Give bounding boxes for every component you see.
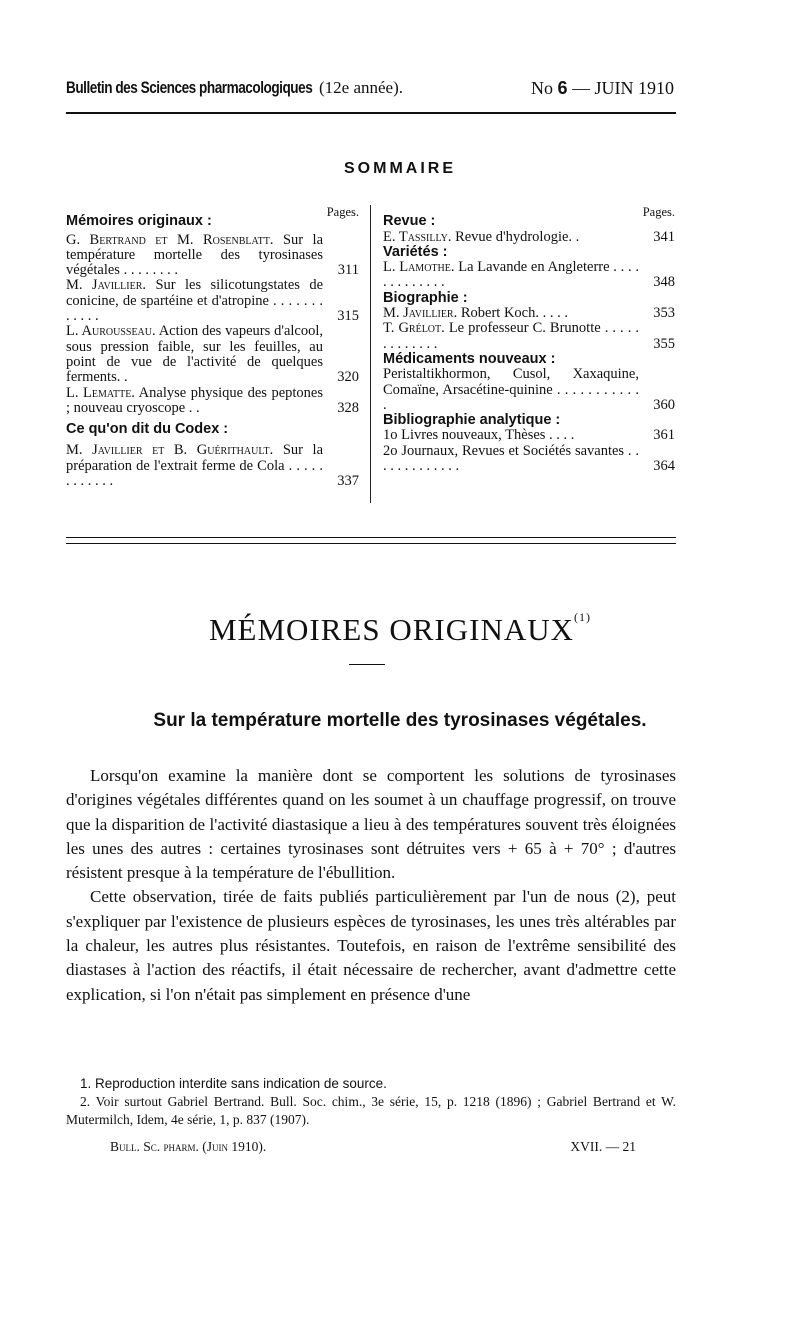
toc-entry[interactable]	[383, 321, 675, 352]
footnotes	[66, 1075, 676, 1129]
toc-text: Peristaltikhormon, Cusol, Xaxaquine, Comaïne, Arsacétine-quinine . . . . . . . . . . . .	[383, 366, 639, 413]
toc-entry[interactable]	[383, 444, 675, 475]
toc-page: 364	[653, 458, 675, 475]
toc-author: L. Lematte.	[66, 384, 135, 401]
toc-author: L. Lamothe.	[383, 259, 455, 276]
memoires-heading-text: MÉMOIRES ORIGINAUX	[208, 612, 575, 647]
article-body	[66, 764, 676, 1007]
toc-text: Robert Koch. . . . .	[460, 305, 568, 322]
toc-page: 320	[337, 369, 359, 386]
toc-text: Sur la température mortelle des tyrosinases végétales . . . . . . . .	[66, 231, 324, 279]
toc-right-column	[383, 205, 675, 474]
toc-entry[interactable]	[66, 233, 359, 279]
toc-section-biographie: Biographie :	[383, 289, 468, 306]
year-of-publication: (12e année).	[319, 78, 404, 97]
toc-page: 361	[653, 427, 675, 444]
footer-citation: Bull. Sc. pharm. (Juin 1910).	[110, 1139, 267, 1154]
toc-author: L. Aurousseau.	[66, 323, 156, 340]
toc-entry[interactable]	[66, 324, 359, 385]
toc-section-memoires: Mémoires originaux :	[66, 213, 212, 230]
toc-page: 360	[653, 396, 675, 413]
toc-text: Analyse physique des peptones ; nouveau cryoscope . .	[66, 384, 323, 416]
toc-entry[interactable]	[66, 386, 359, 417]
heading-short-rule	[349, 664, 385, 665]
toc-text: Sur la préparation de l'extrait ferme de Cola . . . . . . . . . . . .	[66, 442, 324, 490]
memoires-heading	[0, 612, 800, 648]
toc-page: 328	[337, 399, 359, 416]
toc-author: M. Javillier.	[383, 305, 458, 322]
header-rule	[66, 112, 676, 114]
toc-author: T. Grélot.	[383, 320, 445, 337]
toc-section-revue: Revue :	[383, 213, 436, 230]
footer-page-number: XVII. — 21	[570, 1139, 636, 1154]
toc-text: Le professeur C. Brunotte . . . . . . . . . . . . .	[383, 320, 639, 352]
toc-section-varietes: Variétés :	[383, 243, 448, 260]
toc-entry[interactable]	[383, 428, 675, 443]
paragraph: Cette observation, tirée de faits publiés particulièrement par l'un de nous (2), peut s'expliquer par l'existence de plusieurs espèces de tyrosinases, les unes très altérables par la chaleur, les autres plus résistantes. Toutefois, en raison de l'extrême sensibilité des diastases à l'action des réactifs, il était nécessaire de rechercher, avant d'admettre cette explication, si l'on n'était pas simplement en présence d'une	[66, 887, 676, 1004]
toc-page: 348	[653, 274, 675, 291]
footnote-2: 2. Voir surtout Gabriel Bertrand. Bull. Soc. chim., 3e série, 15, p. 1218 (1896) ; Gabriel Bertrand et W. Mutermilch, Idem, 4e série, 1, p. 837 (1907).	[66, 1094, 676, 1127]
toc-page: 353	[653, 305, 675, 322]
toc-entry[interactable]	[383, 367, 675, 413]
toc-left-column	[66, 205, 359, 489]
footnote-1: 1. Reproduction interdite sans indication de source.	[80, 1076, 387, 1091]
footnote-ref-1[interactable]: (1)	[574, 610, 592, 624]
toc-entry[interactable]	[383, 306, 675, 321]
toc-author: E. Tassilly.	[383, 228, 452, 245]
paragraph: Lorsqu'on examine la manière dont se comportent les solutions de tyrosinases d'origines végétales différentes quand on les soumet à un chauffage progressif, on trouve que la disparition de l'activité diastasique a lieu à des températures souvent très éloignées les unes des autres : certaines tyrosinases sont détruites vers + 65 à + 70° ; d'autres résistent presque à la température de l'ébullition.	[66, 766, 676, 883]
toc-section-codex: Ce qu'on dit du Codex :	[66, 421, 229, 438]
toc-page: 315	[337, 308, 359, 325]
pages-label: Pages.	[642, 205, 675, 219]
toc-author: M. Javillier.	[66, 277, 147, 294]
toc-section-medicaments: Médicaments nouveaux :	[383, 350, 556, 367]
toc-text: Sur les silicotungstates de conicine, de spartéine et d'atropine . . . . . . . . . . . .	[66, 277, 324, 325]
toc-page: 355	[653, 335, 675, 352]
toc-page: 337	[337, 473, 359, 490]
toc-text: 2o Journaux, Revues et Sociétés savantes . . . . . . . . . . . . .	[383, 442, 639, 475]
toc-text: La Lavande en Angleterre . . . . . . . . . . . . .	[383, 259, 639, 291]
sommaire-title: SOMMAIRE	[344, 160, 456, 177]
section-double-rule	[66, 537, 676, 544]
toc-section-bibliographie: Bibliographie analytique :	[383, 412, 561, 429]
toc-page: 341	[653, 228, 675, 245]
toc-entry[interactable]	[383, 260, 675, 291]
pages-label: Pages.	[326, 205, 359, 219]
issue-prefix: No	[530, 78, 553, 98]
toc-text: Action des vapeurs d'alcool, sous pression faible, sur les feuilles, au point de vue de l'activité de quelques ferments. .	[66, 323, 324, 386]
toc-column-divider	[370, 205, 371, 503]
issue-number	[531, 78, 674, 99]
toc-text: Revue d'hydrologie. .	[455, 228, 580, 245]
toc-page: 311	[337, 262, 359, 279]
toc-text: 1o Livres nouveaux, Thèses . . . .	[383, 427, 575, 444]
toc-entry[interactable]	[66, 443, 359, 489]
running-header	[66, 76, 674, 104]
issue-value: 6	[557, 78, 568, 98]
issue-date: — JUIN 1910	[572, 78, 674, 98]
toc-entry[interactable]	[383, 230, 675, 245]
toc-entry[interactable]	[66, 278, 359, 324]
article-title: Sur la température mortelle des tyrosinases végétales.	[153, 710, 647, 731]
page-footer	[110, 1139, 636, 1155]
journal-name: Bulletin des Sciences pharmacologiques	[66, 78, 313, 97]
toc-author: G. Bertrand et M. Rosenblatt.	[66, 231, 274, 248]
toc-author: M. Javillier et B. Guérithault.	[66, 442, 274, 459]
